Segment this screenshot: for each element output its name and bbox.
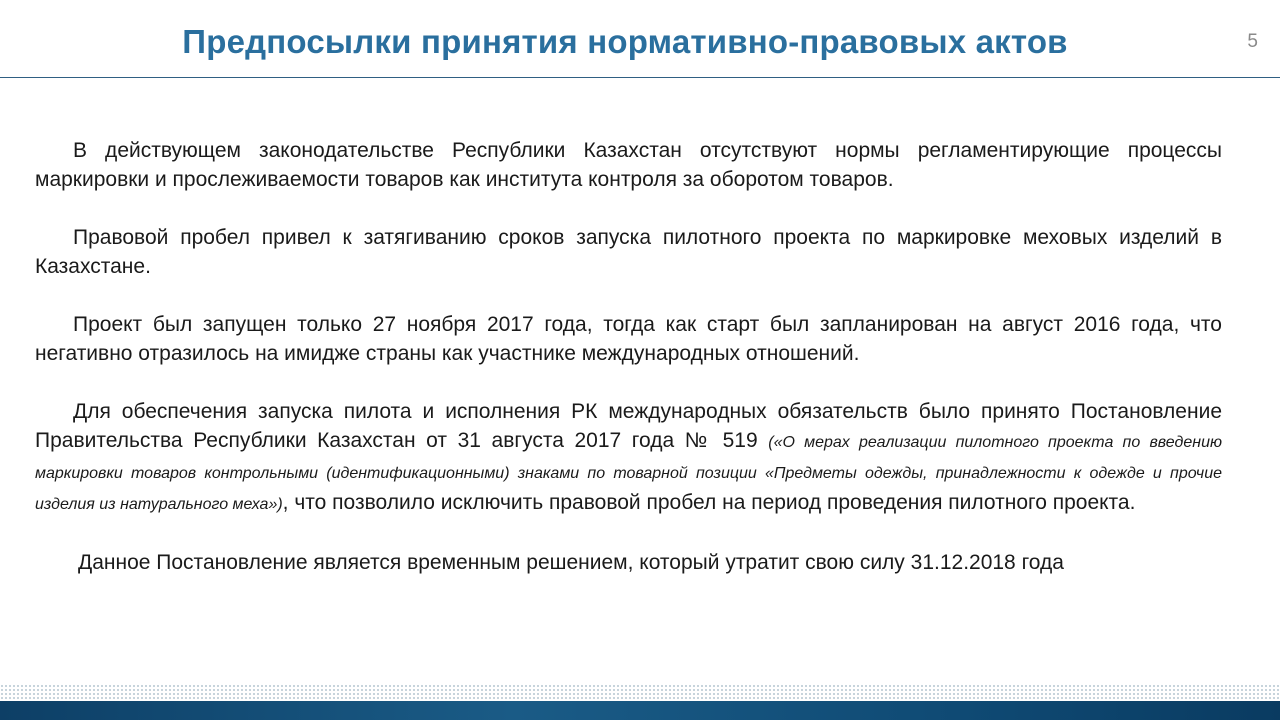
paragraph-project-launch: Проект был запущен только 27 ноября 2017 года, тогда как старт был запланирован на август 2016 года, что негативно отразилось на имидже страны как участнике международных отношений. [35,313,1222,365]
paragraph-temporary-decision: Данное Постановление является временным решением, который утратит свою силу 31.12.2018 года [78,551,1064,574]
decree-title-note: («О мерах реализации пилотного проекта по введению маркировки товаров контрольными (идентификационными) знаками по товарной позиции «Предметы одежды, принадлежности к одежде и прочие изделия из натурального меха») [35,434,1223,513]
decree-lead-text: Для обеспечения запуска пилота и исполнения РК международных обязательств было принято Постановление Правительства Республики Казахстан от 31 августа 2017 года № 519 [35,400,1222,452]
footer-bar [0,701,1280,720]
paragraph-government-decree [35,397,1222,519]
slide-header [0,0,1280,78]
footer-dot-pattern [0,684,1280,702]
decree-tail-text: , что позволило исключить правовой пробел на период проведения пилотного проекта. [282,491,1136,514]
paragraph-legislation-gap: В действующем законодательстве Республики Казахстан отсутствуют нормы регламентирующие процессы маркировки и прослеживаемости товаров как института контроля за оборотом товаров. [35,139,1222,191]
page-number: 5 [1247,31,1258,52]
slide-title: Предпосылки принятия нормативно-правовых актов [182,23,1068,60]
header-divider [0,77,1280,78]
slide-body [35,136,1222,606]
paragraph-legal-gap-delay: Правовой пробел привел к затягиванию сроков запуска пилотного проекта по маркировке меховых изделий в Казахстане. [35,226,1222,278]
